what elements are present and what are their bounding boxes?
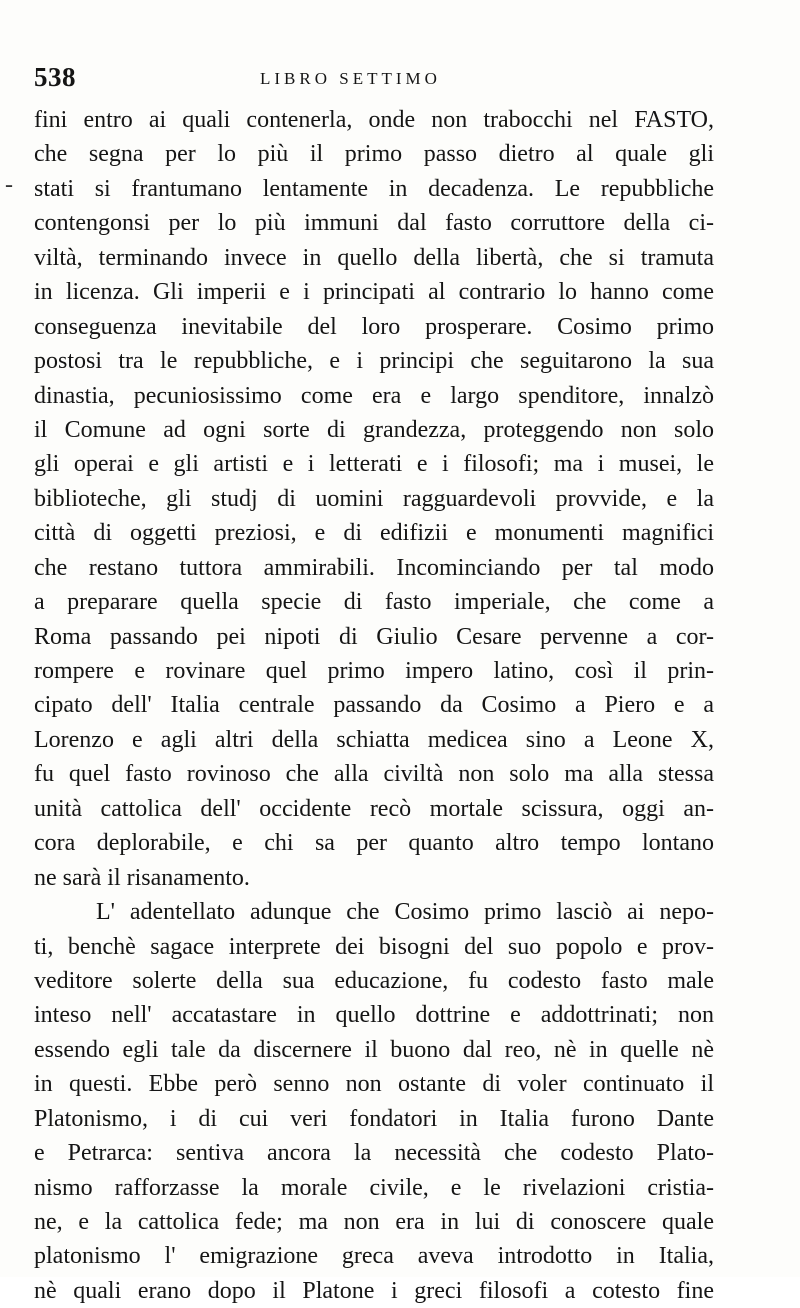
text-line: ne sarà il risanamento.: [34, 864, 250, 891]
text-line: in questi. Ebbe però senno non ostante di voler continuato il: [34, 1071, 714, 1098]
text-line: rompere e rovinare quel primo impero latino, così il prin-: [34, 658, 714, 684]
text-line: postosi tra le repubbliche, e i principi che seguitarono la sua: [34, 348, 714, 375]
text-line: a preparare quella specie di fasto imperiale, che come a: [34, 589, 714, 616]
text-line: conseguenza inevitabile del loro prosperare. Cosimo primo: [34, 313, 714, 340]
text-line: il Comune ad ogni sorte di grandezza, proteggendo non solo: [34, 416, 714, 443]
text-line: stati si frantumano lentamente in decadenza. Le repubbliche: [34, 175, 714, 202]
text-line: città di oggetti preziosi, e di edifizii e monumenti magnifici: [34, 520, 714, 547]
book-title: LIBRO SETTIMO: [260, 69, 441, 88]
text-line: nè quali erano dopo il Platone i greci filosofi a cotesto fine: [34, 1277, 714, 1304]
text-line: in licenza. Gli imperii e i principati al contrario lo hanno come: [34, 279, 714, 306]
text-line: contengonsi per lo più immuni dal fasto corruttore della ci-: [34, 210, 714, 237]
page-number: 538: [34, 62, 76, 92]
text-line: ne, e la cattolica fede; ma non era in lui di conoscere quale: [34, 1209, 714, 1235]
text-line: inteso nell' accatastare in quello dottrine e addottrinati; non: [34, 1002, 714, 1029]
text-line: cipato dell' Italia centrale passando da Cosimo a Piero e a: [34, 692, 714, 719]
text-line: biblioteche, gli studj di uomini ragguardevoli provvide, e la: [34, 485, 714, 512]
text-line: dinastia, pecuniosissimo come era e largo spenditore, innalzò: [34, 382, 714, 409]
margin-dash-mark: -: [5, 172, 13, 198]
text-line: platonismo l' emigrazione greca aveva introdotto in Italia,: [34, 1243, 714, 1270]
text-line: veditore solerte della sua educazione, fu codesto fasto male: [34, 967, 714, 994]
text-line: che segna per lo più il primo passo dietro al quale gli: [34, 141, 714, 168]
text-line: cora deplorabile, e chi sa per quanto altro tempo lontano: [34, 830, 714, 857]
text-line: viltà, terminando invece in quello della libertà, che si tramuta: [34, 244, 714, 271]
text-line: Platonismo, i di cui veri fondatori in Italia furono Dante: [34, 1105, 714, 1132]
text-line: e Petrarca: sentiva ancora la necessità che codesto Plato-: [34, 1140, 714, 1167]
paragraph-2: [34, 895, 714, 1308]
text-line: fu quel fasto rovinoso che alla civiltà non solo ma alla stessa: [34, 761, 714, 788]
text-line: nismo rafforzasse la morale civile, e le rivelazioni cristia-: [34, 1174, 714, 1201]
text-line: Roma passando pei nipoti di Giulio Cesare pervenne a cor-: [34, 623, 714, 650]
text-line: gli operai e gli artisti e i letterati e i filosofi; ma i musei, le: [34, 451, 714, 478]
text-line: Lorenzo e agli altri della schiatta medicea sino a Leone X,: [34, 726, 714, 753]
text-line: essendo egli tale da discernere il buono dal reo, nè in quelle nè: [34, 1036, 714, 1063]
text-line: unità cattolica dell' occidente recò mortale scissura, oggi an-: [34, 795, 714, 822]
text-line: L' adentellato adunque che Cosimo primo lasciò ai nepo-: [96, 899, 714, 926]
text-line: che restano tuttora ammirabili. Incominciando per tal modo: [34, 554, 714, 581]
text-line: ti, benchè sagace interprete dei bisogni del suo popolo e prov-: [34, 933, 714, 960]
paragraph-1: [34, 103, 714, 895]
running-head: [34, 62, 714, 96]
body-text: [34, 103, 714, 1308]
text-line: fini entro ai quali contenerla, onde non trabocchi nel FASTO,: [34, 107, 714, 133]
